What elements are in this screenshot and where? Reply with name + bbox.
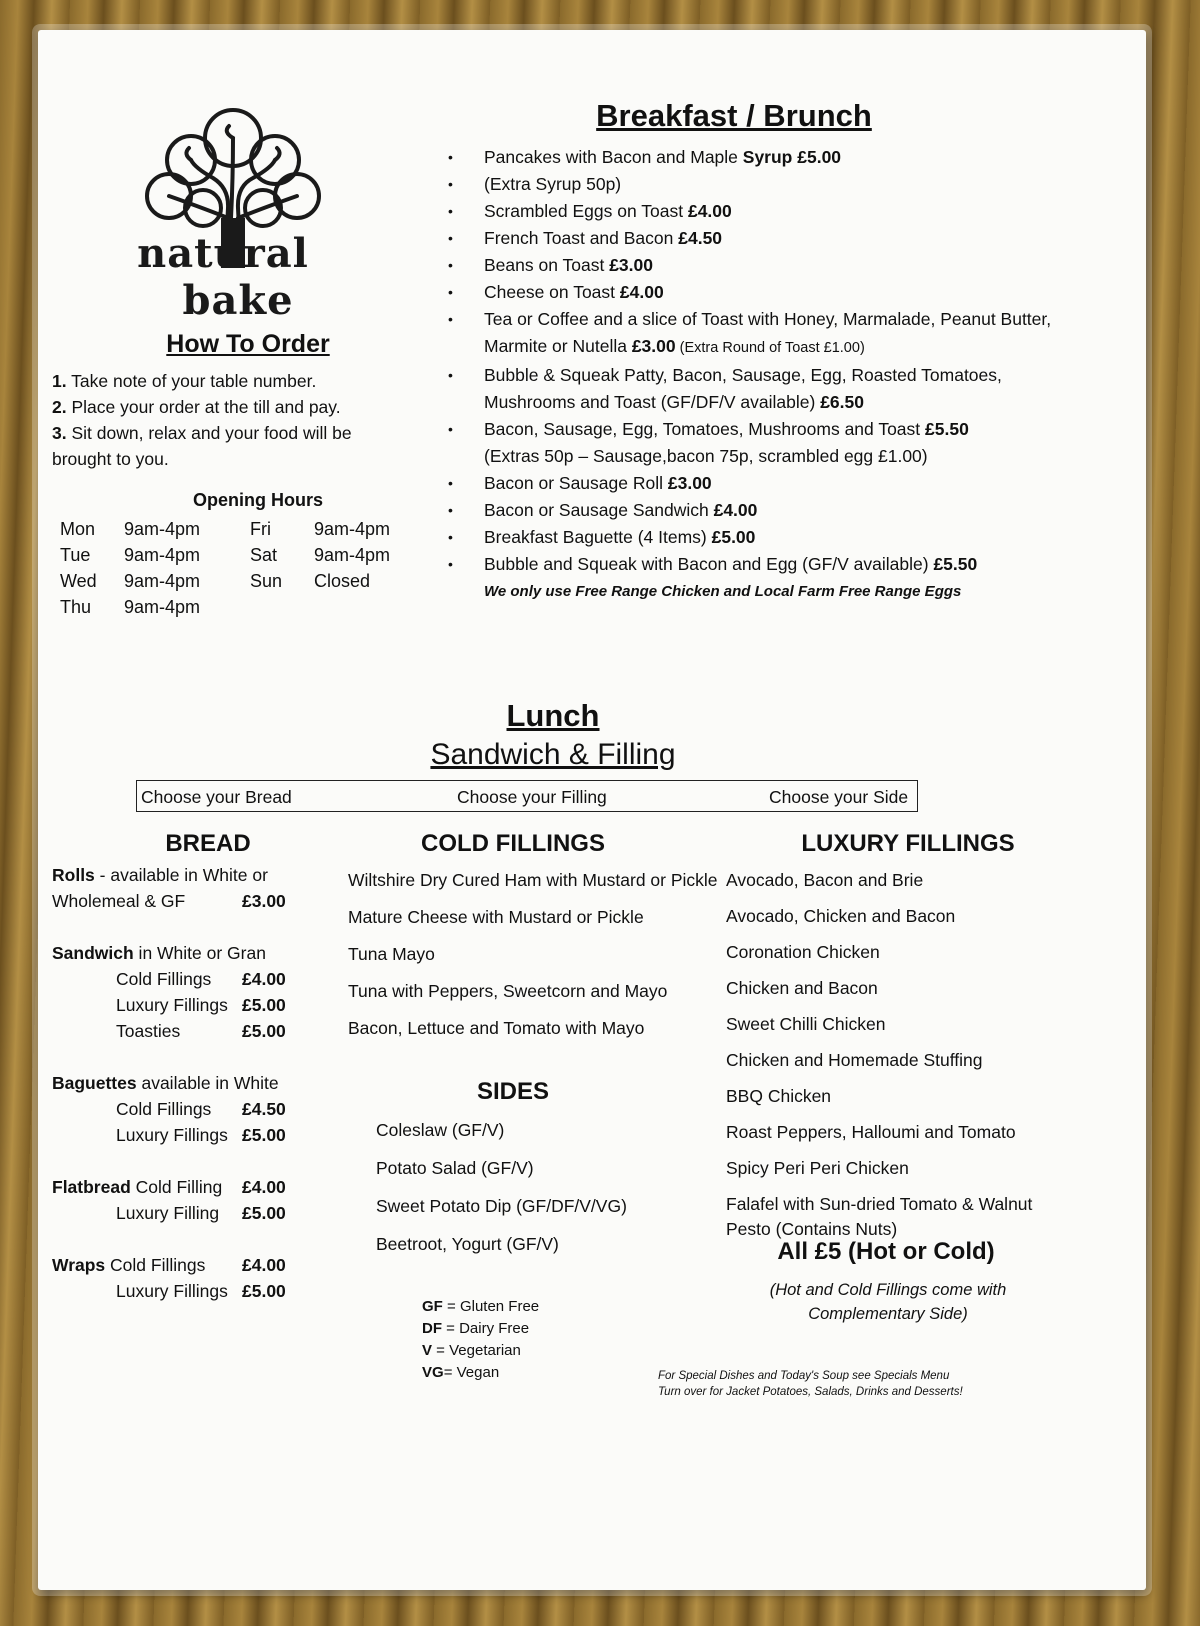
- choose-bread-label: Choose your Bread: [141, 787, 292, 807]
- menu-page: [38, 30, 1146, 1590]
- brand-word-bake: bake: [182, 277, 294, 324]
- choose-filling-label: Choose your Filling: [457, 787, 607, 807]
- breakfast-item-text: Pancakes with Bacon and Maple: [484, 147, 743, 167]
- bread-heading: BREAD: [165, 830, 251, 857]
- breakfast-item-price: £3.00: [667, 473, 712, 493]
- bread-option-name: Luxury Fillings: [116, 1125, 228, 1145]
- rolls-desc2: Wholemeal & GF: [52, 891, 186, 911]
- order-step-number: 3.: [52, 423, 67, 443]
- bread-option-price: £4.00: [242, 969, 286, 989]
- hours-day: Tue: [60, 545, 91, 565]
- bullet-icon: •: [448, 311, 453, 327]
- legend-abbr: VG: [422, 1364, 444, 1381]
- sides-heading: SIDES: [476, 1078, 550, 1105]
- hours-empty: [314, 594, 390, 620]
- sandwich-filling-title: Sandwich & Filling: [430, 738, 676, 771]
- cold-filling-item: Mature Cheese with Mustard or Pickle: [348, 907, 644, 927]
- side-item: Sweet Potato Dip (GF/DF/V/VG): [376, 1196, 627, 1216]
- luxury-fillings-list: [726, 868, 1066, 1253]
- legend-text: = Gluten Free: [442, 1298, 540, 1315]
- order-step: [52, 394, 392, 420]
- luxury-filling-item: Chicken and Homemade Stuffing: [726, 1050, 983, 1070]
- sandwich-desc: in White or Gran: [133, 943, 266, 963]
- hours-day: Thu: [60, 597, 92, 617]
- breakfast-item: [448, 144, 1088, 171]
- luxury-filling-item: Chicken and Bacon: [726, 978, 878, 998]
- breakfast-item: [448, 416, 1088, 443]
- baguettes-desc: available in White: [136, 1073, 279, 1093]
- hours-row: [60, 542, 390, 568]
- breakfast-item: [448, 443, 1088, 470]
- rolls-price: £3.00: [242, 891, 286, 911]
- breakfast-item: [448, 524, 1088, 551]
- order-step-number: 2.: [52, 397, 67, 417]
- hours-time: 9am-4pm: [124, 519, 201, 539]
- luxury-filling-item: Roast Peppers, Halloumi and Tomato: [726, 1122, 1016, 1142]
- bread-sandwich: [52, 940, 352, 1044]
- breakfast-item-price: £4.00: [687, 201, 732, 221]
- bullet-icon: •: [448, 502, 453, 518]
- breakfast-item-extra: (Extra Round of Toast £1.00): [675, 340, 865, 356]
- breakfast-item-text: Bubble and Squeak with Bacon and Egg (GF/V available): [484, 554, 934, 574]
- breakfast-item-price: £5.00: [711, 527, 756, 547]
- sandwich-name: Sandwich: [52, 943, 134, 963]
- footnote-turn-over: Turn over for Jacket Potatoes, Salads, Drinks and Desserts!: [658, 1386, 963, 1398]
- breakfast-item-text: Breakfast Baguette (4 Items): [484, 527, 712, 547]
- order-step: [52, 368, 392, 394]
- bread-option-name: Luxury Fillings: [116, 995, 228, 1015]
- opening-hours-title: Opening Hours: [193, 490, 323, 510]
- legend-abbr: DF: [422, 1320, 442, 1337]
- bullet-icon: •: [448, 556, 453, 572]
- bread-option-row: [52, 1018, 352, 1044]
- rolls-name: Rolls: [52, 865, 95, 885]
- bullet-icon: •: [448, 475, 453, 491]
- luxury-filling-item: Spicy Peri Peri Chicken: [726, 1158, 909, 1178]
- breakfast-item-text: Cheese on Toast: [484, 282, 620, 302]
- bullet-icon: •: [448, 284, 453, 300]
- brand-name: [88, 230, 388, 324]
- all-price-banner: All £5 (Hot or Cold): [777, 1238, 995, 1265]
- bread-list: [52, 862, 352, 1330]
- luxury-fillings-heading: LUXURY FILLINGS: [801, 830, 1015, 857]
- lunch-title: Lunch: [506, 698, 600, 733]
- bread-wraps: [52, 1252, 352, 1304]
- breakfast-item-price: £5.50: [925, 419, 969, 439]
- luxury-filling-item: Coronation Chicken: [726, 942, 880, 962]
- complementary-side-note: (Hot and Cold Fillings come with Complementary Side): [769, 1281, 1007, 1323]
- hours-day: Mon: [60, 519, 96, 539]
- hours-time: 9am-4pm: [124, 545, 201, 565]
- breakfast-item: [448, 171, 1088, 198]
- hours-day: Sat: [250, 545, 278, 565]
- bread-option-price: £5.00: [242, 1125, 286, 1145]
- breakfast-item-text: Tea or Coffee and a slice of Toast with Honey, Marmalade, Peanut Butter, Marmite or Nutella: [484, 309, 1052, 356]
- flatbread-desc: Cold Filling: [130, 1177, 223, 1197]
- breakfast-item: [448, 362, 1088, 416]
- footnote-specials: For Special Dishes and Today's Soup see Specials Menu: [658, 1370, 950, 1382]
- bread-option-row: [52, 966, 352, 992]
- legend-abbr: GF: [422, 1298, 443, 1315]
- breakfast-item-text: Bacon or Sausage Sandwich: [484, 500, 714, 520]
- hours-time: 9am-4pm: [314, 519, 391, 539]
- cold-fillings-list: [348, 868, 728, 1053]
- breakfast-title: Breakfast / Brunch: [596, 98, 872, 133]
- luxury-filling-item: Avocado, Chicken and Bacon: [726, 906, 956, 926]
- breakfast-item: [448, 279, 1088, 306]
- hours-empty: [250, 594, 314, 620]
- order-step-text: Sit down, relax and your food will be brought to you.: [52, 423, 352, 469]
- rolls-desc: - available in White or: [94, 865, 268, 885]
- breakfast-item-price: £4.00: [713, 500, 758, 520]
- baguettes-name: Baguettes: [52, 1073, 137, 1093]
- bread-option-row: [52, 1278, 352, 1304]
- legend-text: = Vegan: [443, 1364, 500, 1381]
- bread-flatbread: [52, 1174, 352, 1226]
- order-step-text: Place your order at the till and pay.: [66, 397, 341, 417]
- hours-time: Closed: [314, 571, 371, 591]
- opening-hours-table: [60, 516, 390, 620]
- bullet-icon: •: [448, 176, 453, 192]
- hours-time: 9am-4pm: [124, 597, 201, 617]
- order-step: [52, 420, 392, 472]
- hours-day: Wed: [60, 571, 97, 591]
- bread-rolls: [52, 862, 352, 914]
- breakfast-item-text: Beans on Toast: [484, 255, 610, 275]
- legend-item: [422, 1296, 539, 1318]
- bread-option-price: £5.00: [242, 995, 286, 1015]
- bread-option-name: Cold Fillings: [116, 969, 212, 989]
- cold-filling-item: Tuna with Peppers, Sweetcorn and Mayo: [348, 981, 668, 1001]
- bread-option-name: Luxury Fillings: [116, 1281, 228, 1301]
- side-item: Potato Salad (GF/V): [376, 1158, 534, 1178]
- breakfast-item: [448, 225, 1088, 252]
- bread-option-name: Toasties: [116, 1021, 181, 1041]
- bread-option-name: Cold Fillings: [116, 1099, 212, 1119]
- legend-abbr: V: [422, 1342, 433, 1359]
- breakfast-item-price: £4.50: [678, 228, 723, 248]
- breakfast-item-text: Scrambled Eggs on Toast: [484, 201, 688, 221]
- hours-row: [60, 594, 390, 620]
- free-range-note: We only use Free Range Chicken and Local Farm Free Range Eggs: [484, 583, 962, 600]
- breakfast-item-text: Bubble & Squeak Patty, Bacon, Sausage, Egg, Roasted Tomatoes, Mushrooms and Toast (GF/DF/V available): [484, 365, 1002, 412]
- cold-filling-item: Tuna Mayo: [348, 944, 435, 964]
- cold-filling-item: Bacon, Lettuce and Tomato with Mayo: [348, 1018, 645, 1038]
- cold-fillings-heading: COLD FILLINGS: [421, 830, 605, 857]
- breakfast-item: [448, 497, 1088, 524]
- breakfast-item-price: £6.50: [820, 392, 864, 412]
- footnotes: [658, 1368, 1018, 1400]
- bread-option-price: £5.00: [242, 1021, 286, 1041]
- breakfast-item-text: French Toast and Bacon: [484, 228, 679, 248]
- bullet-icon: •: [448, 230, 453, 246]
- how-to-order-steps: [52, 368, 392, 472]
- side-item: Beetroot, Yogurt (GF/V): [376, 1234, 559, 1254]
- hours-day: Sun: [250, 571, 283, 591]
- legend-item: [422, 1318, 539, 1340]
- breakfast-item-price: Syrup £5.00: [742, 147, 842, 167]
- how-to-order-title: How To Order: [166, 330, 330, 358]
- legend-item: [422, 1362, 539, 1384]
- side-item: Coleslaw (GF/V): [376, 1120, 505, 1140]
- legend-text: = Dairy Free: [442, 1320, 530, 1337]
- sides-list: [376, 1118, 696, 1270]
- breakfast-item: [448, 252, 1088, 279]
- luxury-filling-item: Falafel with Sun-dried Tomato & Walnut Pesto (Contains Nuts): [726, 1194, 1033, 1239]
- luxury-filling-item: Avocado, Bacon and Brie: [726, 870, 924, 890]
- choose-side-label: Choose your Side: [769, 787, 909, 807]
- breakfast-list: [448, 144, 1088, 605]
- breakfast-item: [448, 551, 1088, 578]
- flatbread-name: Flatbread: [52, 1177, 131, 1197]
- wraps-desc: Cold Fillings: [105, 1255, 206, 1275]
- bread-option-price: £5.00: [242, 1281, 286, 1301]
- hours-row: [60, 568, 390, 594]
- breakfast-item-price: £5.50: [933, 554, 978, 574]
- bullet-icon: •: [448, 149, 453, 165]
- wraps-price: £4.00: [242, 1255, 286, 1275]
- bread-option-row: [52, 1096, 352, 1122]
- cold-filling-item: Wiltshire Dry Cured Ham with Mustard or Pickle: [348, 870, 718, 890]
- luxury-filling-item: BBQ Chicken: [726, 1086, 832, 1106]
- hours-row: [60, 516, 390, 542]
- bread-option-price: £4.50: [242, 1099, 286, 1119]
- bread-option-row: [52, 992, 352, 1018]
- legend-item: [422, 1340, 539, 1362]
- bread-option-name: Luxury Filling: [116, 1203, 220, 1223]
- order-step-text: Take note of your table number.: [66, 371, 317, 391]
- breakfast-item: [448, 470, 1088, 497]
- flatbread-price: £4.00: [242, 1177, 286, 1197]
- breakfast-item-text: (Extra Syrup 50p): [484, 174, 622, 194]
- breakfast-item-text: Bacon or Sausage Roll: [484, 473, 668, 493]
- bullet-icon: •: [448, 367, 453, 383]
- choose-steps-box: [136, 780, 918, 812]
- dietary-legend: [422, 1296, 539, 1384]
- bullet-icon: •: [448, 257, 453, 273]
- legend-text: = Vegetarian: [432, 1342, 521, 1359]
- bread-baguettes: [52, 1070, 352, 1148]
- bullet-icon: •: [448, 421, 453, 437]
- hours-time: 9am-4pm: [314, 545, 391, 565]
- wraps-name: Wraps: [52, 1255, 106, 1275]
- brand-word-natural: natural: [137, 230, 309, 277]
- bullet-icon: •: [448, 529, 453, 545]
- hours-time: 9am-4pm: [124, 571, 201, 591]
- luxury-filling-item: Sweet Chilli Chicken: [726, 1014, 886, 1034]
- breakfast-item: [448, 198, 1088, 225]
- breakfast-item-text: Bacon, Sausage, Egg, Tomatoes, Mushrooms and Toast: [484, 419, 926, 439]
- bread-option-row: [52, 1200, 352, 1226]
- breakfast-item-price: £3.00: [631, 336, 676, 356]
- bread-option-price: £5.00: [242, 1203, 286, 1223]
- bread-option-row: [52, 1122, 352, 1148]
- order-step-number: 1.: [52, 371, 67, 391]
- breakfast-item-price: £4.00: [619, 282, 664, 302]
- breakfast-item-price: £3.00: [609, 255, 653, 275]
- hours-day: Fri: [250, 519, 271, 539]
- bullet-icon: •: [448, 203, 453, 219]
- breakfast-item-text: (Extras 50p – Sausage,bacon 75p, scrambled egg £1.00): [484, 446, 928, 466]
- breakfast-item: [448, 306, 1088, 362]
